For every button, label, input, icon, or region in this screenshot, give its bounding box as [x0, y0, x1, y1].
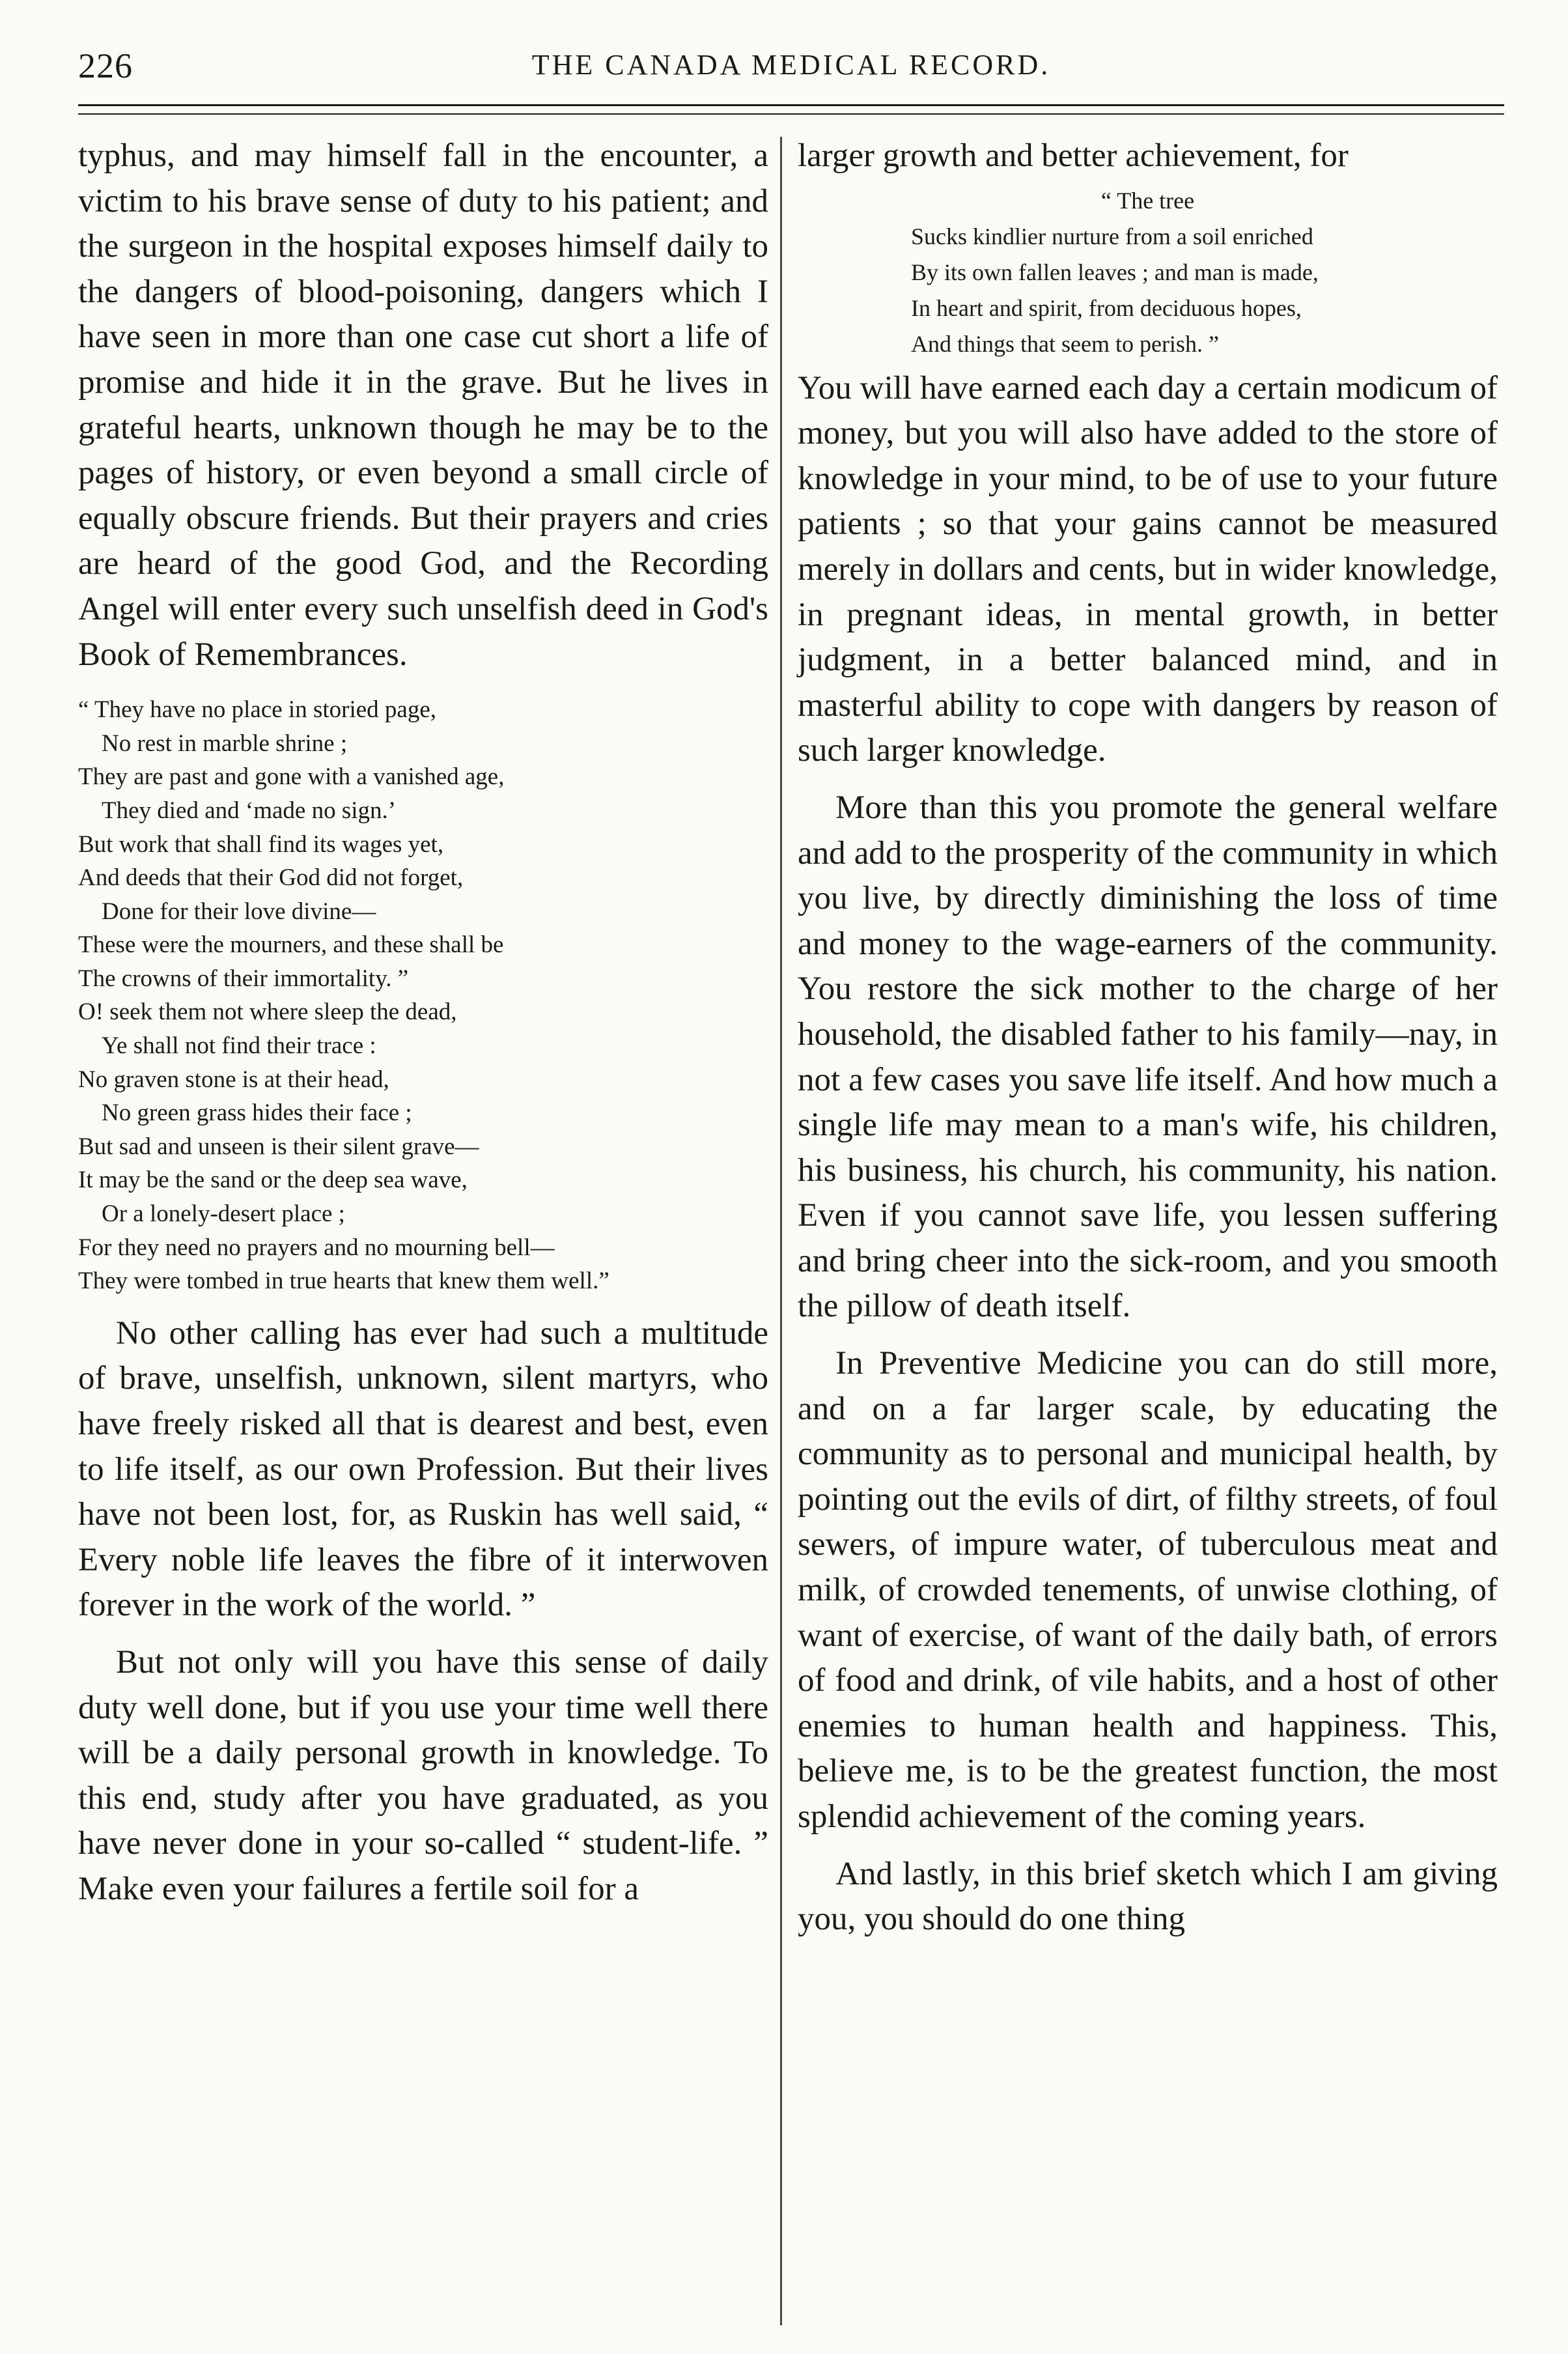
poem-line: For they need no prayers and no mourning bell— [78, 1234, 555, 1261]
right-paragraph-3: In Preventive Medicine you can do still more, and on a far larger scale, by educating the community as to personal and municipal health, by pointing out the evils of dirt, of filthy streets, of foul sewers, of impure water, of tuberculous meat and milk, of crowded tenements, of unwise clothing, of want of exercise, of want of the daily bath, of errors of food and drink, of vile habits, and a host of other enemies to human health and happiness. This, believe me, is to be the greatest function, the most splendid achievement of the coming years. [798, 1345, 1498, 1835]
left-paragraph-1: typhus, and may himself fall in the encounter, a victim to his brave sense of duty to his patient; and the surgeon in the hospital exposes himself daily to the dangers of blood-poisoning, dangers which I have seen in more than one case cut short a life of promise and hide it in the grave. But he lives in grateful hearts, unknown though he may be to the pages of history, or even beyond a small circle of equally obscure friends. But their prayers and cries are heard of the good God, and the Recording Angel will enter every such unselfish deed in God's Book of Remembrances. [78, 137, 768, 673]
right-paragraph-4: And lastly, in this brief sketch which I am giving you, you should do one thing [798, 1855, 1498, 1938]
poem-line: No rest in marble shrine ; [102, 730, 348, 757]
left-poem [78, 693, 768, 1298]
poem-line: In heart and spirit, from deciduous hopes, [911, 294, 1302, 321]
poem-line: No graven stone is at their head, [78, 1066, 389, 1093]
poem-line: “ The tree [1100, 187, 1195, 214]
poem-line: They died and ‘made no sign.’ [102, 797, 397, 824]
poem-line: Or a lonely-desert place ; [102, 1200, 345, 1228]
poem-line: And deeds that their God did not forget, [78, 864, 464, 892]
column-divider [780, 137, 782, 2325]
poem-line: “ They have no place in storied page, [78, 696, 436, 724]
right-paragraph-1-start: larger growth and better achievement, for [798, 137, 1349, 174]
poem-line: But work that shall find its wages yet, [78, 830, 444, 858]
poem-line: These were the mourners, and these shall be [78, 931, 504, 959]
right-column [798, 134, 1498, 1942]
poem-line: O! seek them not where sleep the dead, [78, 999, 457, 1026]
left-paragraph-3: But not only will you have this sense of daily duty well done, but if you use your time well there will be a daily personal growth in knowledge. To this end, study after you have graduated, as you have never done in your so-called “ student-life. ” Make even your failures a fertile soil for a [78, 1643, 768, 1907]
left-paragraph-2: No other calling has ever had such a multitude of brave, unselfish, unknown, silent martyrs, who have freely risked all that is dearest and best, even to life itself, as our own Profession. But their lives have not been lost, for, as Ruskin has well said, “ Every noble life leaves the fibre of it interwoven forever in the work of the world. ” [78, 1314, 768, 1624]
poem-line: Sucks kindlier nurture from a soil enriched [911, 223, 1313, 249]
right-paragraph-1-cont: You will have earned each day a certain modicum of money, but you will also have added to the store of knowledge in your mind, to be of use to your future patients ; so that your gains cannot be measured merely in dollars and cents, but in wider knowledge, in pregnant ideas, in mental growth, in better judgment, in a better balanced mind, and in masterful ability to cope with dangers by reason of such larger knowledge. [798, 369, 1498, 769]
poem-line: It may be the sand or the deep sea wave, [78, 1167, 468, 1194]
left-column [78, 134, 768, 1912]
poem-line: But sad and unseen is their silent grave— [78, 1133, 479, 1160]
poem-line: And things that seem to perish. ” [911, 330, 1219, 357]
poem-line: No green grass hides their face ; [102, 1099, 412, 1127]
poem-line: Done for their love divine— [102, 898, 376, 925]
journal-title: THE CANADA MEDICAL RECORD. [531, 49, 1051, 81]
header-rule-top [78, 104, 1504, 106]
right-poem [798, 183, 1498, 362]
poem-line: Ye shall not find their trace : [102, 1032, 376, 1060]
poem-line: They are past and gone with a vanished age, [78, 763, 505, 791]
poem-line: By its own fallen leaves ; and man is made, [911, 259, 1319, 285]
page-number: 226 [78, 46, 133, 85]
poem-line: The crowns of their immortality. ” [78, 965, 409, 992]
header-rule-bottom [78, 113, 1504, 115]
poem-line: They were tombed in true hearts that knew them well.” [78, 1268, 609, 1295]
right-paragraph-2: More than this you promote the general welfare and add to the prosperity of the community in which you live, by directly diminishing the loss of time and money to the wage-earners of the community. You restore the sick mother to the charge of her household, the disabled father to his family—nay, in not a few cases you save life itself. And how much a single life may mean to a man's wife, his children, his business, his church, his community, his nation. Even if you cannot save life, you lessen suffering and bring cheer into the sick-room, and you smooth the pillow of death itself. [798, 789, 1498, 1325]
page-header [78, 40, 1504, 92]
